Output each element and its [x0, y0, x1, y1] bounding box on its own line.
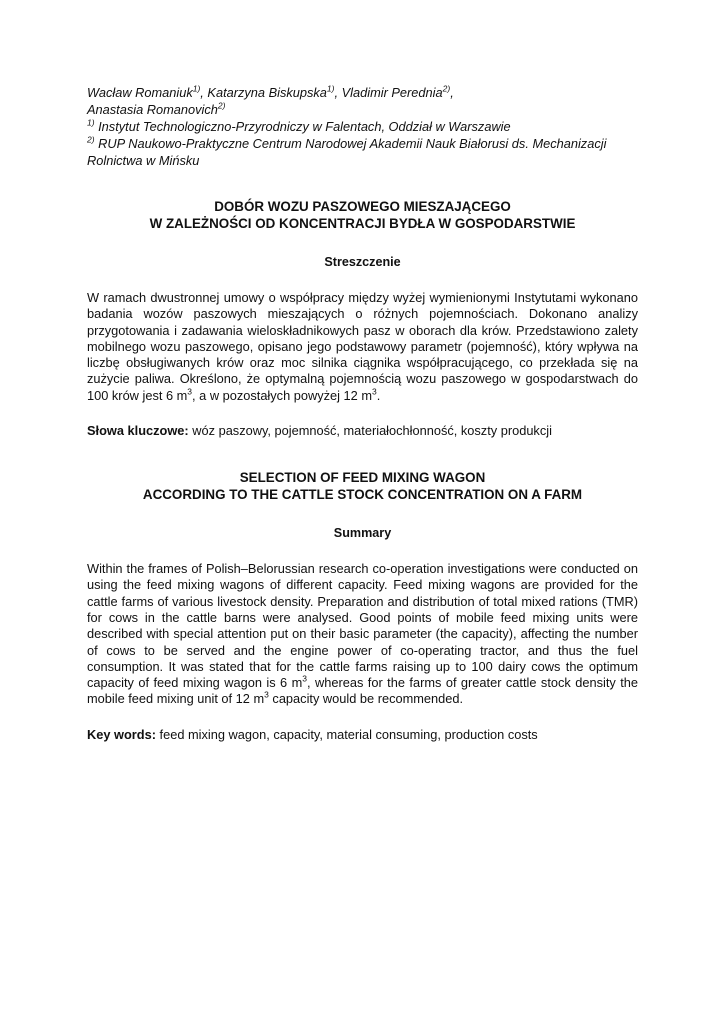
paper-page — [87, 84, 638, 743]
polish-abstract — [87, 290, 638, 404]
affiliation-marker: 1) — [326, 83, 335, 94]
superscript: 3 — [264, 690, 269, 701]
abstract-text: . — [376, 387, 381, 403]
author-name: Anastasia Romanovich — [87, 102, 218, 117]
polish-title — [87, 198, 638, 232]
author-separator: , — [334, 85, 342, 100]
english-title — [87, 469, 638, 503]
author-line-1 — [87, 84, 638, 101]
polish-abstract-heading: Streszczenie — [324, 255, 401, 269]
author-separator: , — [450, 85, 454, 100]
polish-title-line-2: W ZALEŻNOŚCI OD KONCENTRACJI BYDŁA W GOSPODARSTWIE — [149, 216, 576, 231]
author-name: Wacław Romaniuk — [87, 85, 193, 100]
english-title-line-2: ACCORDING TO THE CATTLE STOCK CONCENTRATION ON A FARM — [142, 487, 583, 503]
affiliation-marker: 1) — [192, 83, 201, 94]
english-abstract-heading: Summary — [333, 526, 392, 541]
superscript: 3 — [371, 386, 377, 397]
polish-title-line-1: DOBÓR WOZU PASZOWEGO MIESZAJĄCEGO — [214, 199, 511, 214]
affiliation-marker: 2) — [217, 100, 226, 111]
english-keywords — [87, 727, 638, 743]
keywords-text: feed mixing wagon, capacity, material consuming, production costs — [155, 726, 538, 742]
polish-keywords — [87, 423, 638, 439]
keywords-text: wóz paszowy, pojemność, materiałochłonność, koszty produkcji — [188, 423, 552, 439]
author-name: Katarzyna Biskupska — [207, 85, 327, 100]
affiliation-marker: 1) — [87, 117, 95, 128]
affiliation-marker: 2) — [442, 83, 451, 94]
abstract-text: , a w pozostałych powyżej 12 m — [192, 387, 372, 403]
author-line-2 — [87, 101, 638, 118]
affiliation-text: RUP Naukowo-Praktyczne Centrum Narodowej Akademii Nauk Białorusi ds. Mechanizacji Rolnictwa w Mińsku — [87, 136, 607, 168]
author-separator: , — [200, 85, 208, 100]
english-abstract — [87, 561, 638, 708]
affiliation-text: Instytut Technologiczno-Przyrodniczy w Falentach, Oddział w Warszawie — [98, 119, 511, 134]
keywords-label: Słowa kluczowe: — [87, 423, 189, 439]
abstract-text: W ramach dwustronnej umowy o współpracy między wyżej wymienionymi Instytutami wykonano badania wozów paszowych mieszających o różnych pojemnościach. Dokonano analizy przygotowania i zadawania wieloskładnikowych pasz w oborach dla krów. Przedstawiono zalety mobilnego wozu paszowego, opisano jego podstawowy parametr (pojemność), który wpływa na liczbę obsługiwanych krów oraz moc silnika ciągnika współpracującego, co przekłada się na zużycie paliwa. Określono, że optymalną pojemnością wozu paszowego w gospodarstwach do 100 krów jest 6 m — [87, 290, 638, 403]
abstract-text: capacity would be recommended. — [268, 691, 464, 707]
author-block — [87, 84, 638, 169]
author-name: Vladimir Perednia — [341, 85, 443, 100]
affiliation-1 — [87, 118, 638, 135]
affiliation-2 — [87, 135, 638, 169]
superscript: 3 — [302, 673, 308, 684]
abstract-text: , whereas for the farms of greater cattle stock density the mobile feed mixing unit of 12 m — [87, 675, 639, 707]
keywords-label: Key words: — [87, 726, 156, 742]
superscript: 3 — [187, 386, 193, 397]
affiliation-marker: 2) — [87, 134, 95, 145]
abstract-text: Within the frames of Polish–Belorussian research co-operation investigations were conducted on using the feed mixing wagons of different capacity. Feed mixing wagons are provided for the cattle farms of various livestock density. Preparation and distribution of total mixed rations (TMR) for cows in the cattle barns were analysed. Good points of mobile feed mixing units were described with special attention put on their basic parameter (the capacity), affecting the number of cows to be served and the engine power of co-operating tractor, and thus the fuel consumption. It was stated that for the cattle farms raising up to 100 dairy cows the optimum capacity of feed mixing wagon is 6 m — [87, 561, 638, 691]
english-title-line-1: SELECTION OF FEED MIXING WAGON — [239, 470, 486, 486]
